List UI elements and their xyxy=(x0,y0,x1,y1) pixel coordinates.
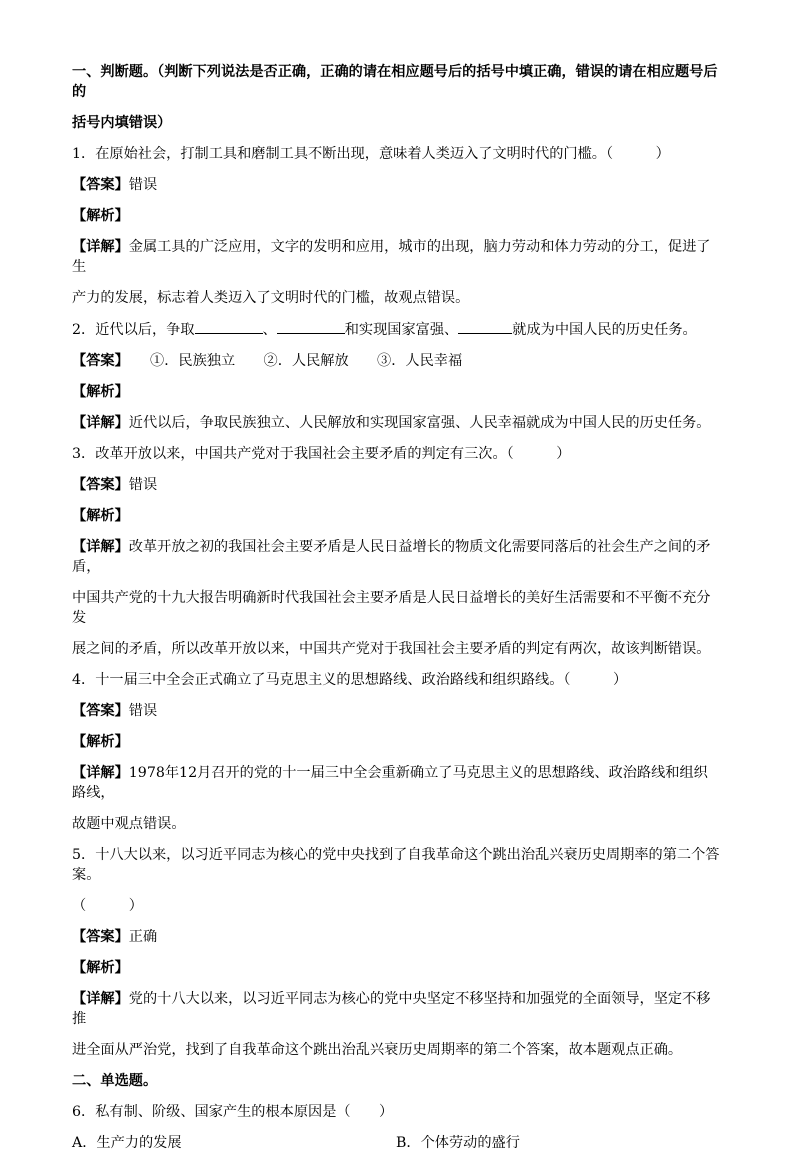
question-5-stem: 5．十八大以来，以习近平同志为核心的党中央找到了自我革命这个跳出治乱兴衰历史周期率的第二个答案。 xyxy=(72,847,720,883)
question-5-detail xyxy=(72,989,722,1029)
stem-text: 和实现国家富强、 xyxy=(344,322,459,338)
answer-value: 错误 xyxy=(128,703,158,719)
answer-value: ①．民族独立 ②．人民解放 ③．人民幸福 xyxy=(121,353,463,369)
answer-label: 【答案】 xyxy=(72,703,129,719)
detail-label: 【详解】 xyxy=(72,239,129,255)
question-1-detail xyxy=(72,237,722,277)
question-4-analysis xyxy=(72,732,722,752)
question-3-answer xyxy=(72,475,722,495)
section1-heading: 一、判断题。（判断下列说法是否正确，正确的请在相应题号后的括号中填正确，错误的请在相应题号后的 xyxy=(72,64,718,100)
question-4-detail xyxy=(72,763,722,803)
question-1-analysis xyxy=(72,206,722,226)
question-4-detail-cont: 故题中观点错误。 xyxy=(72,816,186,832)
question-2-detail xyxy=(72,413,722,433)
detail-text: 金属工具的广泛应用，文字的发明和应用，城市的出现，脑力劳动和体力劳动的分工，促进了生 xyxy=(72,239,711,275)
section2-heading: 二、单选题。 xyxy=(72,1073,158,1089)
detail-label: 【详解】 xyxy=(72,539,129,555)
detail-label: 【详解】 xyxy=(72,415,129,431)
analysis-label: 【解析】 xyxy=(72,508,129,524)
question-4-answer xyxy=(72,701,722,721)
answer-label: 【答案】 xyxy=(72,353,122,369)
question-5-detail-cont: 进全面从严治党，找到了自我革命这个跳出治乱兴衰历史周期率的第二个答案，故本题观点正确。 xyxy=(72,1042,683,1058)
answer-value: 正确 xyxy=(128,929,158,945)
question-3-detail xyxy=(72,537,722,577)
question-5-stem-cont: （ ） xyxy=(72,898,143,914)
fill-blank-1 xyxy=(195,319,263,334)
detail-text: 改革开放之初的我国社会主要矛盾是人民日益增长的物质文化需要同落后的社会生产之间的矛盾， xyxy=(72,539,711,575)
option-a: A．生产力的发展 xyxy=(72,1135,182,1151)
question-2-analysis xyxy=(72,382,722,402)
stem-text: 2．近代以后，争取 xyxy=(72,322,195,338)
question-1-stem: 1．在原始社会，打制工具和磨制工具不断出现，意味着人类迈入了文明时代的门槛。（ ） xyxy=(72,146,670,162)
answer-label: 【答案】 xyxy=(72,929,129,945)
answer-value: 错误 xyxy=(128,477,158,493)
question-5-answer xyxy=(72,927,722,947)
question-6-stem: 6．私有制、阶级、国家产生的根本原因是（ ） xyxy=(72,1104,394,1120)
detail-text: 近代以后，争取民族独立、人民解放和实现国家富强、人民幸福就成为中国人民的历史任务。 xyxy=(128,415,711,431)
question-1-detail-cont: 产力的发展，标志着人类迈入了文明时代的门槛，故观点错误。 xyxy=(72,290,470,306)
detail-text: 党的十八大以来，以习近平同志为核心的党中央坚定不移坚持和加强党的全面领导，坚定不移推 xyxy=(72,991,711,1027)
stem-text: 、 xyxy=(262,322,277,338)
question-2-stem xyxy=(72,319,722,340)
detail-label: 【详解】 xyxy=(72,765,129,781)
question-5-analysis xyxy=(72,958,722,978)
question-1-answer xyxy=(72,175,722,195)
answer-label: 【答案】 xyxy=(72,177,129,193)
detail-label: 【详解】 xyxy=(72,991,129,1007)
answer-label: 【答案】 xyxy=(72,477,129,493)
question-6-options xyxy=(72,1133,722,1153)
question-3-detail-cont: 中国共产党的十九大报告明确新时代我国社会主要矛盾是人民日益增长的美好生活需要和不平衡不充分发 xyxy=(72,590,711,626)
question-4-stem: 4．十一届三中全会正式确立了马克思主义的思想路线、政治路线和组织路线。（ ） xyxy=(72,672,628,688)
fill-blank-3 xyxy=(458,319,512,334)
analysis-label: 【解析】 xyxy=(72,208,129,224)
analysis-label: 【解析】 xyxy=(72,734,129,750)
question-2-answer xyxy=(72,351,722,371)
analysis-label: 【解析】 xyxy=(72,960,129,976)
detail-text: 1978年12月召开的党的十一届三中全会重新确立了马克思主义的思想路线、政治路线和组织路线， xyxy=(72,765,708,801)
section1-heading-cont: 括号内填错误） xyxy=(72,115,172,131)
analysis-label: 【解析】 xyxy=(72,384,129,400)
answer-value: 错误 xyxy=(128,177,158,193)
fill-blank-2 xyxy=(277,319,345,334)
question-3-analysis xyxy=(72,506,722,526)
question-3-detail-cont: 展之间的矛盾，所以改革开放以来，中国共产党对于我国社会主要矛盾的判定有两次，故该判断错误。 xyxy=(72,641,711,657)
option-b: B．个体劳动的盛行 xyxy=(396,1135,520,1151)
question-3-stem: 3．改革开放以来，中国共产党对于我国社会主要矛盾的判定有三次。（ ） xyxy=(72,446,571,462)
stem-text: 就成为中国人民的历史任务。 xyxy=(512,322,697,338)
